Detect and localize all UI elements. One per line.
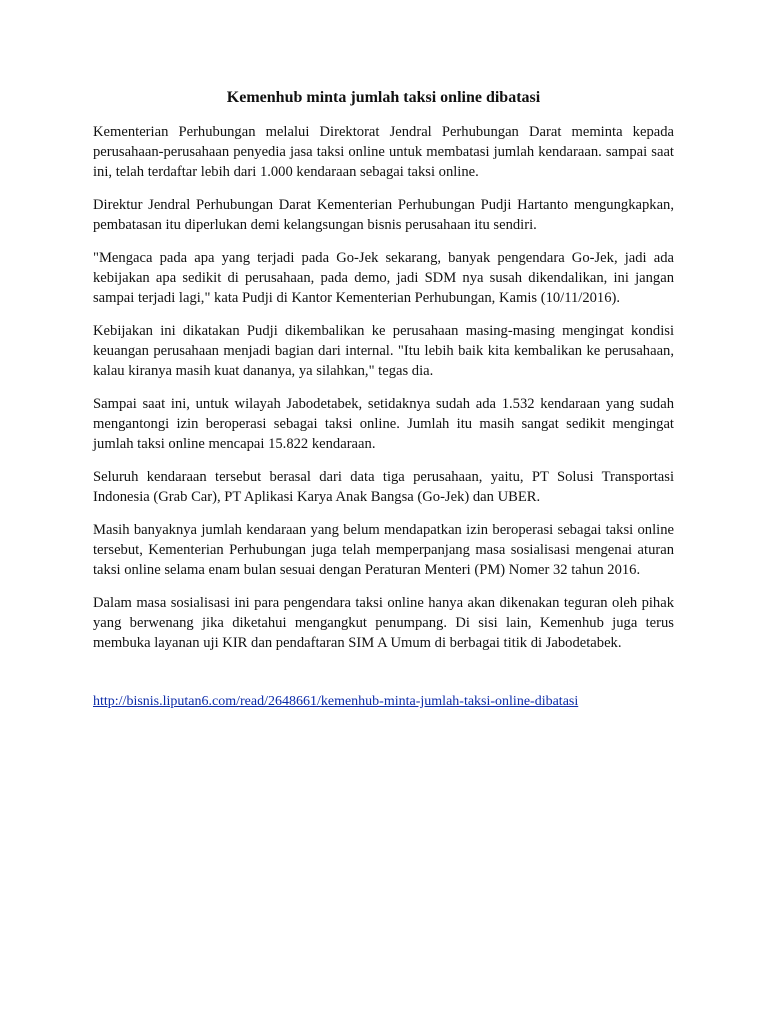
article-paragraph-2: Direktur Jendral Perhubungan Darat Kementerian Perhubungan Pudji Hartanto mengungkapkan, pembatasan itu diperlukan demi kelangsungan bisnis perusahaan itu sendiri.: [93, 197, 674, 233]
article-paragraph-1: Kementerian Perhubungan melalui Direktorat Jendral Perhubungan Darat meminta kepada perusahaan-perusahaan penyedia jasa taksi online untuk membatasi jumlah kendaraan. sampai saat ini, telah terdaftar lebih dari 1.000 kendaraan sebagai taksi online.: [93, 124, 674, 180]
source-link[interactable]: http://bisnis.liputan6.com/read/2648661/kemenhub-minta-jumlah-taksi-online-dibatasi: [93, 694, 579, 709]
article-paragraph-4: Kebijakan ini dikatakan Pudji dikembalikan ke perusahaan masing-masing mengingat kondisi keuangan perusahaan menjadi bagian dari internal. "Itu lebih baik kita kembalikan ke perusahaan, kalau kiranya masih kuat dananya, ya silahkan," tegas dia.: [93, 323, 674, 379]
document-page: [93, 88, 674, 712]
article-paragraph-7: Masih banyaknya jumlah kendaraan yang belum mendapatkan izin beroperasi sebagai taksi online tersebut, Kementerian Perhubungan juga telah memperpanjang masa sosialisasi mengenai aturan taksi online selama enam bulan sesuai dengan Peraturan Menteri (PM) Nomer 32 tahun 2016.: [93, 522, 674, 578]
article-paragraph-6: Seluruh kendaraan tersebut berasal dari data tiga perusahaan, yaitu, PT Solusi Transportasi Indonesia (Grab Car), PT Aplikasi Karya Anak Bangsa (Go-Jek) dan UBER.: [93, 469, 674, 505]
article-title: Kemenhub minta jumlah taksi online dibatasi: [226, 89, 541, 106]
article-paragraph-8: Dalam masa sosialisasi ini para pengendara taksi online hanya akan dikenakan teguran oleh pihak yang berwenang jika diketahui mengangkut penumpang. Di sisi lain, Kemenhub juga terus membuka layanan uji KIR dan pendaftaran SIM A Umum di berbagai titik di Jabodetabek.: [93, 595, 674, 651]
article-paragraph-5: Sampai saat ini, untuk wilayah Jabodetabek, setidaknya sudah ada 1.532 kendaraan yang sudah mengantongi izin beroperasi sebagai taksi online. Jumlah itu masih sangat sedikit mengingat jumlah taksi online mencapai 15.822 kendaraan.: [93, 396, 674, 452]
article-paragraph-3: "Mengaca pada apa yang terjadi pada Go-Jek sekarang, banyak pengendara Go-Jek, jadi ada kebijakan apa sedikit di perusahaan, pada demo, jadi SDM nya susah dikendalikan, ini jangan sampai terjadi lagi," kata Pudji di Kantor Kementerian Perhubungan, Kamis (10/11/2016).: [93, 250, 674, 306]
source-link-container: [93, 691, 674, 712]
